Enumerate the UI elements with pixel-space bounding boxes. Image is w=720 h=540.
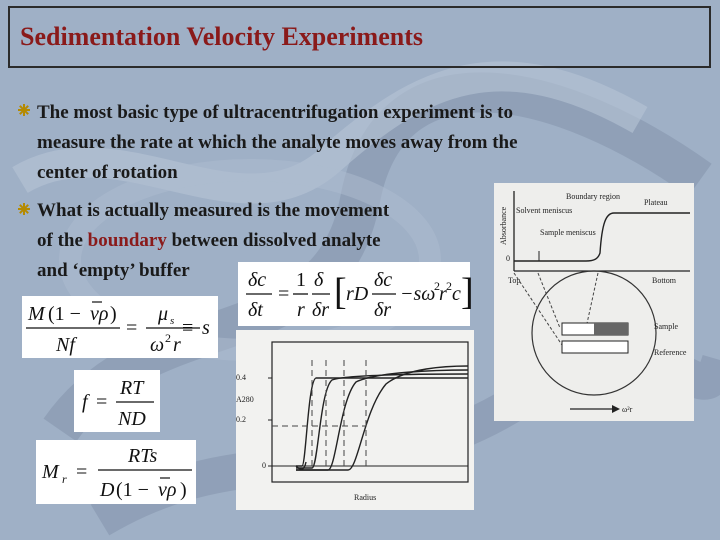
svg-text:r: r: [62, 472, 67, 486]
svg-text:r: r: [439, 283, 447, 305]
svg-text:1: 1: [296, 269, 306, 291]
svg-text:c: c: [452, 283, 461, 305]
svg-text:s: s: [170, 315, 175, 327]
bullet-2-text: of the: [37, 230, 88, 251]
boundary-highlight: boundary: [87, 230, 167, 251]
svg-text:): ): [110, 303, 117, 325]
svg-text:s: s: [202, 317, 210, 339]
cell-diagram: [494, 183, 694, 421]
omega-r-label: ω²r: [622, 405, 633, 414]
svg-text:RT: RT: [120, 377, 144, 399]
x-axis-label: Radius: [354, 493, 377, 502]
bullet-2-line-1: What is actually measured is the movement: [37, 200, 390, 221]
svg-text:2: 2: [165, 331, 171, 345]
svg-text:f: f: [82, 391, 88, 413]
svg-text:2: 2: [446, 279, 452, 293]
svg-text:δ: δ: [314, 269, 324, 291]
bullet-2-line-3: and ‘empty’ buffer: [37, 260, 190, 281]
svg-text:[: [: [334, 271, 347, 313]
friction-equation: [74, 370, 160, 432]
svg-text:≡: ≡: [182, 317, 194, 339]
svg-text:): ): [180, 479, 187, 501]
bullet-2-line-2: [37, 226, 497, 256]
svg-text:=: =: [278, 283, 290, 305]
svg-text:ND: ND: [118, 408, 146, 430]
sample-label: Sample: [654, 322, 678, 331]
lamm-equation: [238, 262, 474, 326]
svg-text:RTs: RTs: [128, 445, 158, 467]
bullet-icon: [18, 203, 30, 215]
svg-text:M: M: [42, 461, 59, 483]
svg-text:rD: rD: [346, 283, 369, 305]
boundary-region-label: Boundary region: [566, 192, 620, 201]
svg-text:2: 2: [434, 279, 440, 293]
svg-text:δr: δr: [374, 299, 392, 321]
svg-text:δc: δc: [374, 269, 393, 291]
svg-text:−sω: −sω: [400, 283, 436, 305]
reference-label: Reference: [654, 348, 687, 357]
svg-text:=: =: [96, 391, 108, 413]
bullet-1: [37, 98, 677, 188]
bullet-icon: [18, 104, 30, 116]
mass-equation: [36, 440, 196, 504]
y-axis-label: A280: [236, 395, 254, 404]
svg-text:νρ: νρ: [90, 303, 109, 325]
bullet-1-line-3: center of rotation: [37, 162, 178, 183]
top-label: Top: [508, 276, 521, 285]
svg-text:δr: δr: [312, 299, 330, 321]
slide-title: Sedimentation Velocity Experiments: [20, 22, 423, 51]
svg-text:D: D: [100, 479, 115, 501]
svedberg-equation: [22, 296, 218, 358]
svg-text:ω: ω: [150, 334, 165, 356]
svg-text:(1 −: (1 −: [116, 479, 149, 501]
bottom-label: Bottom: [652, 276, 677, 285]
svg-text:=: =: [76, 461, 88, 483]
absorbance-axis-label: Absorbance: [499, 206, 508, 245]
svg-text:M: M: [28, 303, 45, 325]
svg-text:(1 −: (1 −: [48, 303, 81, 325]
svg-text:δt: δt: [248, 299, 263, 321]
svg-text:r: r: [173, 334, 181, 356]
bullet-2-text: between dissolved analyte: [166, 230, 381, 251]
y-tick-0: 0: [262, 461, 266, 470]
y-tick-0.2: 0.2: [236, 415, 246, 424]
svg-text:r: r: [297, 299, 305, 321]
sample-meniscus-label: Sample meniscus: [540, 228, 596, 237]
svg-text:]: ]: [461, 271, 474, 313]
bullet-1-line-2: measure the rate at which the analyte moves away from the: [37, 132, 518, 153]
svg-text:δc: δc: [248, 269, 267, 291]
sedimentation-scans-plot: [236, 330, 474, 510]
svg-text:νρ: νρ: [158, 479, 177, 501]
y-tick-0.4: 0.4: [236, 373, 246, 382]
bullet-1-line-1: The most basic type of ultracentrifugation experiment is to: [37, 102, 513, 123]
zero-label: 0: [506, 254, 510, 263]
svg-text:μ: μ: [158, 303, 169, 325]
plateau-label: Plateau: [644, 198, 668, 207]
solvent-meniscus-label: Solvent meniscus: [516, 206, 573, 215]
svg-text:=: =: [126, 317, 138, 339]
svg-text:Nf: Nf: [56, 334, 75, 356]
